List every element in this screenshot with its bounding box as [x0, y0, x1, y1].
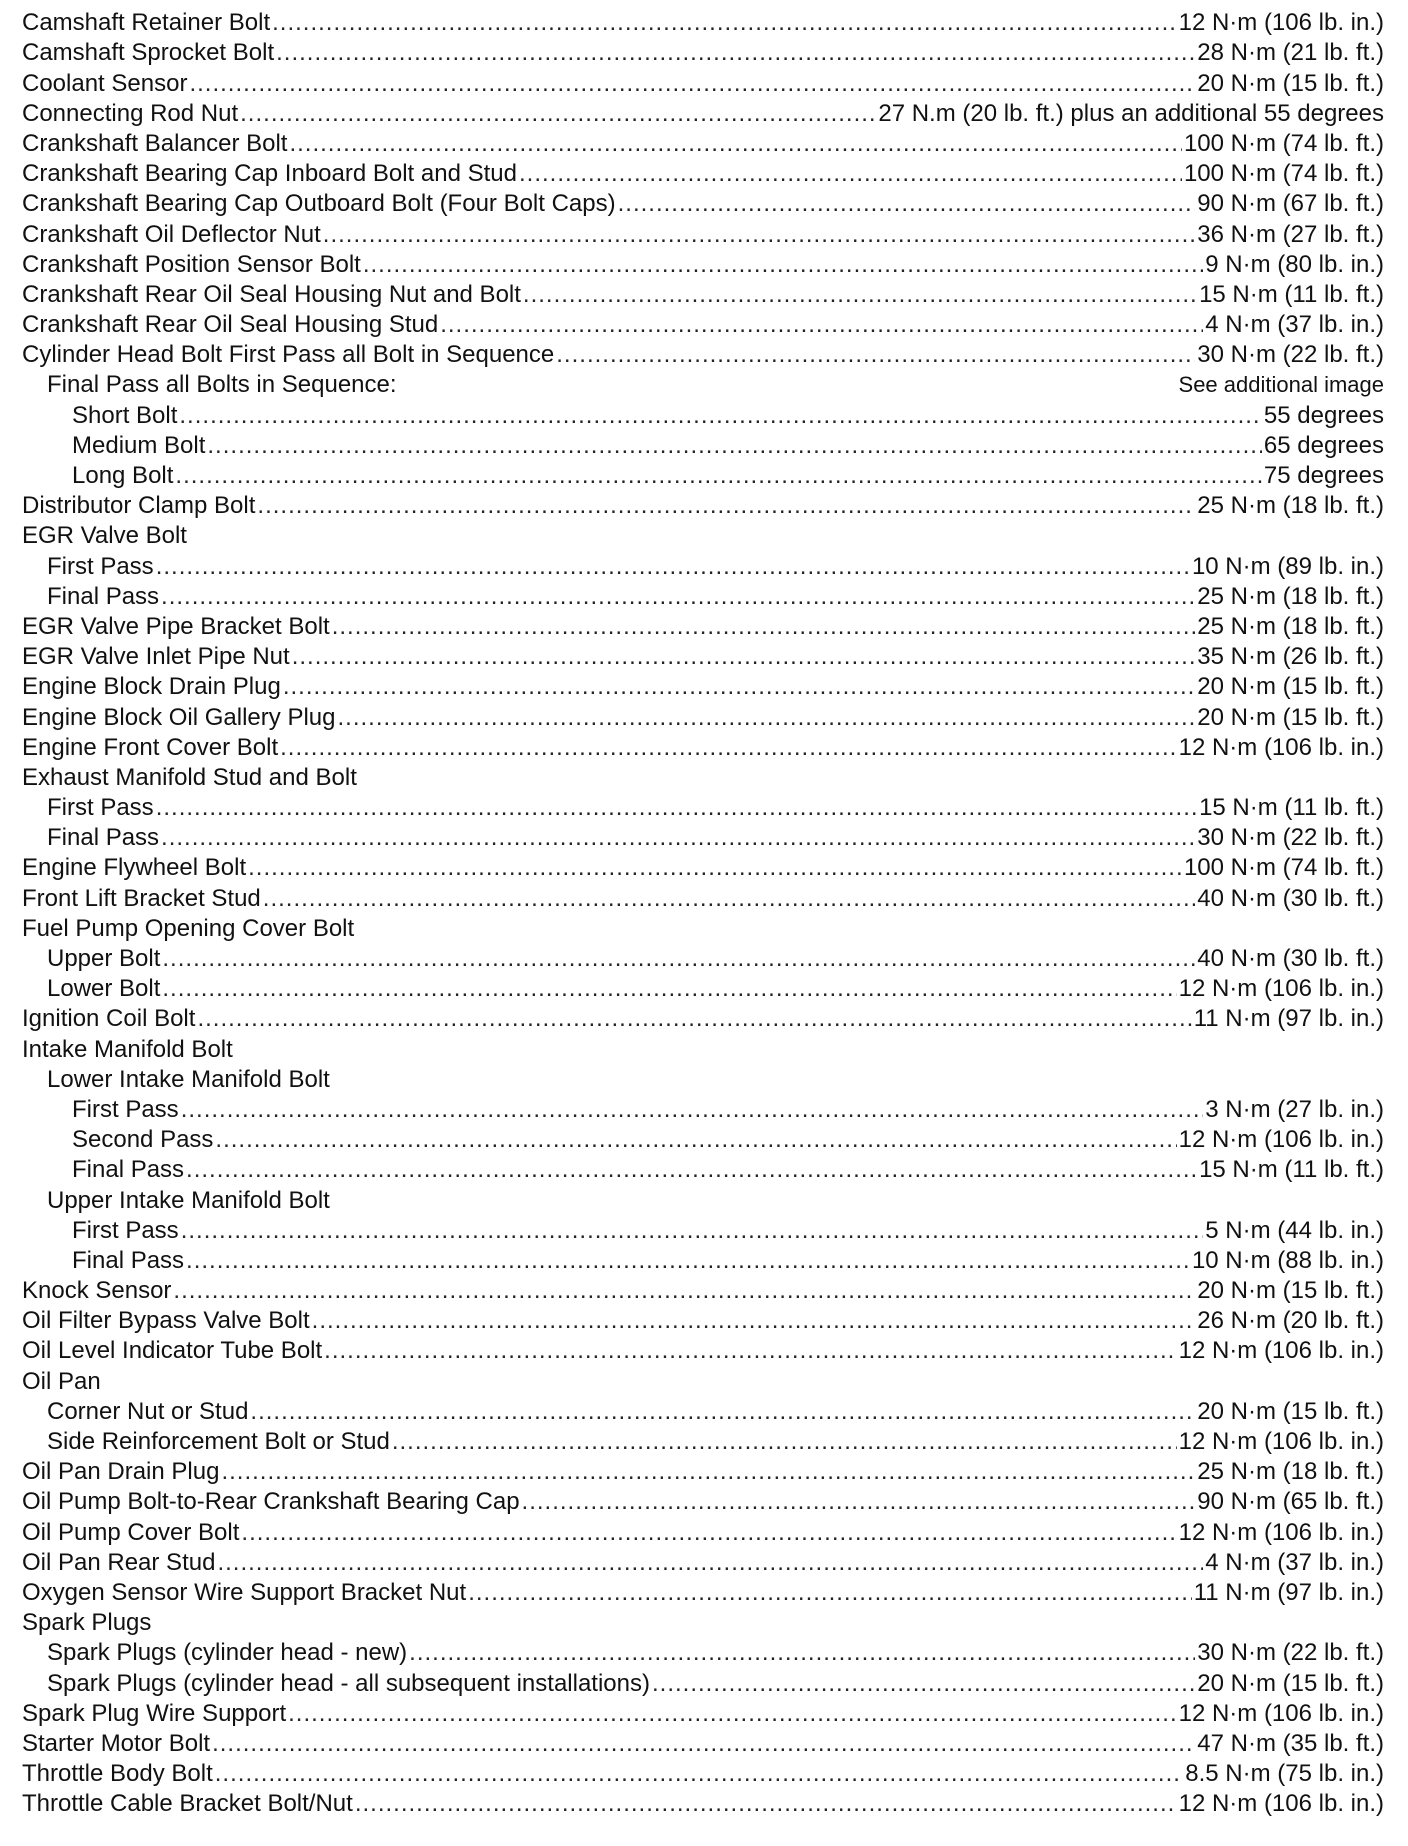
dot-leader [250, 1397, 1195, 1427]
spec-row [22, 461, 1384, 491]
spec-label: Side Reinforcement Bolt or Stud [47, 1428, 390, 1455]
dot-leader [440, 310, 1203, 340]
dot-leader [207, 431, 1262, 461]
dot-leader [162, 974, 1176, 1004]
spec-row [22, 1427, 1384, 1457]
spec-label: Connecting Rod Nut [22, 99, 239, 127]
spec-value: 40 N·m (30 lb. ft.) [1197, 945, 1384, 972]
spec-value: 20 N·m (15 lb. ft.) [1197, 1277, 1384, 1305]
spec-label: Engine Flywheel Bolt [22, 854, 247, 882]
spec-row [22, 1668, 1384, 1698]
spec-value: 12 N·m (106 lb. in.) [1178, 975, 1384, 1003]
dot-leader [556, 340, 1195, 370]
spec-row [22, 159, 1384, 189]
spec-value: 30 N·m (22 lb. ft.) [1197, 341, 1384, 369]
spec-label: Corner Nut or Stud [47, 1397, 249, 1425]
dot-leader [312, 1306, 1196, 1336]
spec-value: 12 N·m (106 lb. in.) [1178, 1699, 1384, 1727]
dot-leader [523, 280, 1197, 310]
dot-leader [162, 944, 1195, 974]
spec-value: 30 N·m (22 lb. ft.) [1197, 824, 1384, 852]
spec-row [22, 1457, 1384, 1487]
spec-label: Cylinder Head Bolt First Pass all Bolt in Sequence [22, 341, 555, 369]
dot-leader [212, 1729, 1195, 1759]
spec-label: Crankshaft Balancer Bolt [22, 129, 288, 157]
dot-leader [221, 1457, 1195, 1487]
spec-value: 12 N·m (106 lb. in.) [1178, 1337, 1384, 1365]
spec-label: First Pass [72, 1216, 179, 1244]
spec-value: 11 N·m (97 lb. in.) [1193, 1005, 1384, 1033]
spec-row [22, 1397, 1384, 1427]
dot-leader [217, 1548, 1203, 1578]
dot-leader [181, 1095, 1204, 1125]
spec-row [22, 1125, 1384, 1155]
spec-label: Final Pass [47, 824, 160, 852]
spec-row [22, 1487, 1384, 1517]
spec-row [22, 1789, 1384, 1819]
spec-row [22, 1216, 1384, 1246]
spec-row [22, 431, 1384, 461]
spec-value: 12 N·m (106 lb. in.) [1178, 1126, 1384, 1154]
spec-row [22, 280, 1384, 310]
dot-leader [156, 552, 1190, 582]
dot-leader [392, 1427, 1177, 1457]
spec-row [22, 1578, 1384, 1608]
spec-value: 28 N·m (21 lb. ft.) [1197, 39, 1384, 67]
spec-row [22, 491, 1384, 521]
spec-value: 90 N·m (67 lb. ft.) [1197, 190, 1384, 218]
spec-value: 25 N·m (18 lb. ft.) [1197, 582, 1384, 610]
spec-label: Lower Intake Manifold Bolt [47, 1065, 330, 1093]
spec-section-heading [22, 1608, 1384, 1638]
spec-value: 100 N·m (74 lb. ft.) [1183, 854, 1384, 882]
dot-leader [175, 461, 1261, 491]
dot-leader [186, 1155, 1197, 1185]
spec-row [22, 1336, 1384, 1366]
spec-section-heading [22, 1185, 1384, 1215]
spec-label: Oil Level Indicator Tube Bolt [22, 1337, 323, 1365]
spec-label: Knock Sensor [22, 1277, 172, 1305]
spec-label: Front Lift Bracket Stud [22, 884, 261, 912]
spec-row [22, 642, 1384, 672]
spec-label: EGR Valve Bolt [22, 522, 187, 550]
dot-leader [276, 38, 1195, 68]
spec-label: Long Bolt [72, 462, 174, 489]
spec-row [22, 8, 1384, 38]
spec-label: Distributor Clamp Bolt [22, 492, 256, 520]
dot-leader [272, 8, 1176, 38]
spec-label: Oil Pump Cover Bolt [22, 1518, 240, 1546]
spec-label: Spark Plug Wire Support [22, 1699, 287, 1727]
dot-leader [332, 612, 1196, 642]
spec-label: Engine Block Drain Plug [22, 673, 281, 701]
dot-leader [292, 642, 1196, 672]
dot-leader [186, 1246, 1190, 1276]
spec-row [22, 944, 1384, 974]
spec-label: Crankshaft Oil Deflector Nut [22, 220, 321, 248]
dot-leader [197, 1004, 1191, 1034]
spec-value: 10 N·m (88 lb. in.) [1191, 1246, 1384, 1274]
spec-label: Oil Pan Drain Plug [22, 1458, 220, 1486]
dot-leader [337, 703, 1195, 733]
spec-label: Spark Plugs (cylinder head - new) [47, 1639, 408, 1667]
spec-value: 55 degrees [1263, 401, 1384, 429]
spec-section-heading [22, 1034, 1384, 1064]
spec-label: Engine Block Oil Gallery Plug [22, 703, 336, 731]
spec-row [22, 340, 1384, 370]
spec-label: Final Pass [72, 1246, 185, 1274]
spec-label: EGR Valve Inlet Pipe Nut [22, 643, 290, 671]
spec-value: 20 N·m (15 lb. ft.) [1197, 703, 1384, 731]
spec-label: Upper Intake Manifold Bolt [47, 1186, 330, 1214]
spec-value: 47 N·m (35 lb. ft.) [1197, 1729, 1384, 1757]
spec-value: 40 N·m (30 lb. ft.) [1197, 884, 1384, 912]
spec-section-heading [22, 1366, 1384, 1396]
spec-label: First Pass [72, 1095, 179, 1123]
dot-leader [363, 250, 1203, 280]
dot-leader [263, 884, 1196, 914]
dot-leader [355, 1789, 1177, 1819]
spec-value: 12 N·m (106 lb. in.) [1178, 1428, 1384, 1455]
spec-row [22, 250, 1384, 280]
spec-row [22, 883, 1384, 913]
spec-row [22, 1155, 1384, 1185]
spec-row [22, 1729, 1384, 1759]
spec-value: 12 N·m (106 lb. in.) [1178, 733, 1384, 761]
spec-label: First Pass [47, 794, 154, 822]
spec-row [22, 68, 1384, 98]
spec-value: 11 N·m (97 lb. in.) [1193, 1578, 1384, 1606]
spec-label: Oil Filter Bypass Valve Bolt [22, 1307, 310, 1335]
spec-row [22, 400, 1384, 430]
dot-leader [618, 189, 1196, 219]
spec-section-heading [22, 1065, 1384, 1095]
spec-section-heading [22, 521, 1384, 551]
spec-value: 20 N·m (15 lb. ft.) [1197, 1397, 1384, 1425]
spec-row [22, 1638, 1384, 1668]
spec-value: 65 degrees [1263, 431, 1384, 459]
spec-row [22, 823, 1384, 853]
spec-label: Intake Manifold Bolt [22, 1035, 233, 1063]
spec-value: 8.5 N·m (75 lb. in.) [1185, 1760, 1384, 1788]
spec-value: 20 N·m (15 lb. ft.) [1197, 1669, 1384, 1697]
spec-label: Crankshaft Position Sensor Bolt [22, 250, 361, 278]
spec-value: 15 N·m (11 lb. ft.) [1199, 280, 1384, 308]
spec-label: Throttle Cable Bracket Bolt/Nut [22, 1790, 353, 1818]
dot-leader [283, 672, 1195, 702]
spec-label: Oil Pan Rear Stud [22, 1548, 216, 1576]
spec-label: Final Pass all Bolts in Sequence: [47, 371, 397, 399]
spec-label: Crankshaft Rear Oil Seal Housing Nut and Bolt [22, 280, 521, 308]
spec-label: Crankshaft Bearing Cap Outboard Bolt (Four Bolt Caps) [22, 190, 616, 218]
spec-row [22, 189, 1384, 219]
dot-leader [215, 1125, 1176, 1155]
spec-label: Throttle Body Bolt [22, 1760, 213, 1788]
spec-label: Oxygen Sensor Wire Support Bracket Nut [22, 1578, 467, 1606]
spec-value: 25 N·m (18 lb. ft.) [1197, 1458, 1384, 1486]
spec-value: 75 degrees [1263, 462, 1384, 489]
spec-value: 15 N·m (11 lb. ft.) [1199, 1156, 1384, 1184]
spec-label: Spark Plugs [22, 1609, 152, 1637]
dot-leader [288, 1699, 1176, 1729]
dot-leader [241, 1518, 1176, 1548]
spec-label: Spark Plugs (cylinder head - all subsequent installations) [47, 1669, 650, 1697]
spec-label: EGR Valve Pipe Bracket Bolt [22, 612, 330, 640]
spec-label: Upper Bolt [47, 945, 161, 972]
dot-leader [240, 99, 876, 129]
spec-label: Second Pass [72, 1126, 214, 1154]
spec-row [22, 310, 1384, 340]
dot-leader [173, 1276, 1195, 1306]
dot-leader [289, 129, 1181, 159]
dot-leader [215, 1759, 1184, 1789]
dot-leader [161, 823, 1195, 853]
spec-value: 12 N·m (106 lb. in.) [1178, 1790, 1384, 1818]
dot-leader [324, 1336, 1176, 1366]
spec-row [22, 582, 1384, 612]
spec-row [22, 1095, 1384, 1125]
spec-row [22, 702, 1384, 732]
spec-row [22, 38, 1384, 68]
dot-leader [519, 159, 1182, 189]
dot-leader [179, 401, 1262, 431]
dot-leader [652, 1669, 1195, 1699]
spec-value: 20 N·m (15 lb. ft.) [1197, 673, 1384, 701]
spec-label: Crankshaft Rear Oil Seal Housing Stud [22, 311, 439, 339]
spec-section-heading [22, 763, 1384, 793]
spec-value: 26 N·m (20 lb. ft.) [1197, 1307, 1384, 1335]
spec-section-heading [22, 914, 1384, 944]
spec-value: 15 N·m (11 lb. ft.) [1199, 794, 1384, 822]
spec-row [22, 612, 1384, 642]
spec-label: First Pass [47, 552, 154, 580]
spec-value: 100 N·m (74 lb. ft.) [1183, 129, 1384, 157]
spec-label: Lower Bolt [47, 975, 161, 1003]
spec-label: Camshaft Sprocket Bolt [22, 39, 275, 67]
spec-value: See additional image [1178, 372, 1384, 398]
spec-value: 5 N·m (44 lb. in.) [1205, 1216, 1384, 1244]
spec-value: 12 N·m (106 lb. in.) [1178, 9, 1384, 37]
spec-label: Oil Pump Bolt-to-Rear Crankshaft Bearing Cap [22, 1488, 520, 1516]
spec-row [22, 551, 1384, 581]
spec-row [22, 1548, 1384, 1578]
spec-value: 25 N·m (18 lb. ft.) [1197, 492, 1384, 520]
spec-row [22, 370, 1384, 400]
spec-row [22, 974, 1384, 1004]
spec-label: Exhaust Manifold Stud and Bolt [22, 763, 357, 791]
spec-row [22, 1246, 1384, 1276]
spec-row [22, 853, 1384, 883]
spec-row [22, 219, 1384, 249]
spec-label: Coolant Sensor [22, 69, 188, 97]
spec-label: Final Pass [72, 1156, 185, 1184]
spec-value: 12 N·m (106 lb. in.) [1178, 1518, 1384, 1546]
spec-label: Starter Motor Bolt [22, 1729, 211, 1757]
spec-label: Oil Pan [22, 1367, 101, 1395]
spec-row [22, 1306, 1384, 1336]
dot-leader [468, 1578, 1192, 1608]
spec-label: Fuel Pump Opening Cover Bolt [22, 914, 355, 942]
spec-row [22, 129, 1384, 159]
dot-leader [257, 491, 1195, 521]
spec-value: 27 N.m (20 lb. ft.) plus an additional 55 degrees [878, 99, 1384, 127]
spec-label: Final Pass [47, 582, 160, 610]
spec-row [22, 1004, 1384, 1034]
spec-value: 9 N·m (80 lb. in.) [1205, 250, 1384, 278]
spec-row [22, 1759, 1384, 1789]
spec-row [22, 793, 1384, 823]
spec-label: Short Bolt [72, 401, 178, 429]
spec-row [22, 733, 1384, 763]
dot-leader [156, 793, 1197, 823]
spec-value: 25 N·m (18 lb. ft.) [1197, 612, 1384, 640]
dot-leader [280, 733, 1176, 763]
dot-leader [181, 1216, 1204, 1246]
spec-row [22, 1699, 1384, 1729]
spec-label: Crankshaft Bearing Cap Inboard Bolt and Stud [22, 160, 517, 188]
spec-row [22, 1517, 1384, 1547]
spec-value: 30 N·m (22 lb. ft.) [1197, 1639, 1384, 1667]
spec-label: Engine Front Cover Bolt [22, 733, 279, 761]
spec-value: 36 N·m (27 lb. ft.) [1197, 220, 1384, 248]
spec-value: 4 N·m (37 lb. in.) [1205, 1548, 1384, 1576]
spec-label: Medium Bolt [72, 431, 206, 459]
spec-row [22, 99, 1384, 129]
spec-value: 3 N·m (27 lb. in.) [1205, 1095, 1384, 1123]
dot-leader [323, 220, 1196, 250]
spec-value: 100 N·m (74 lb. ft.) [1183, 160, 1384, 188]
torque-spec-list [22, 8, 1384, 1819]
dot-leader [522, 1487, 1196, 1517]
dot-leader [409, 1638, 1195, 1668]
spec-label: Camshaft Retainer Bolt [22, 9, 271, 37]
spec-value: 90 N·m (65 lb. ft.) [1197, 1488, 1384, 1516]
spec-row [22, 672, 1384, 702]
dot-leader [161, 582, 1195, 612]
spec-value: 35 N·m (26 lb. ft.) [1197, 643, 1384, 671]
spec-value: 4 N·m (37 lb. in.) [1205, 311, 1384, 339]
dot-leader [248, 853, 1182, 883]
spec-value: 20 N·m (15 lb. ft.) [1197, 69, 1384, 97]
spec-label: Ignition Coil Bolt [22, 1005, 196, 1033]
spec-value: 10 N·m (89 lb. in.) [1191, 552, 1384, 580]
dot-leader [189, 69, 1195, 99]
spec-row [22, 1276, 1384, 1306]
